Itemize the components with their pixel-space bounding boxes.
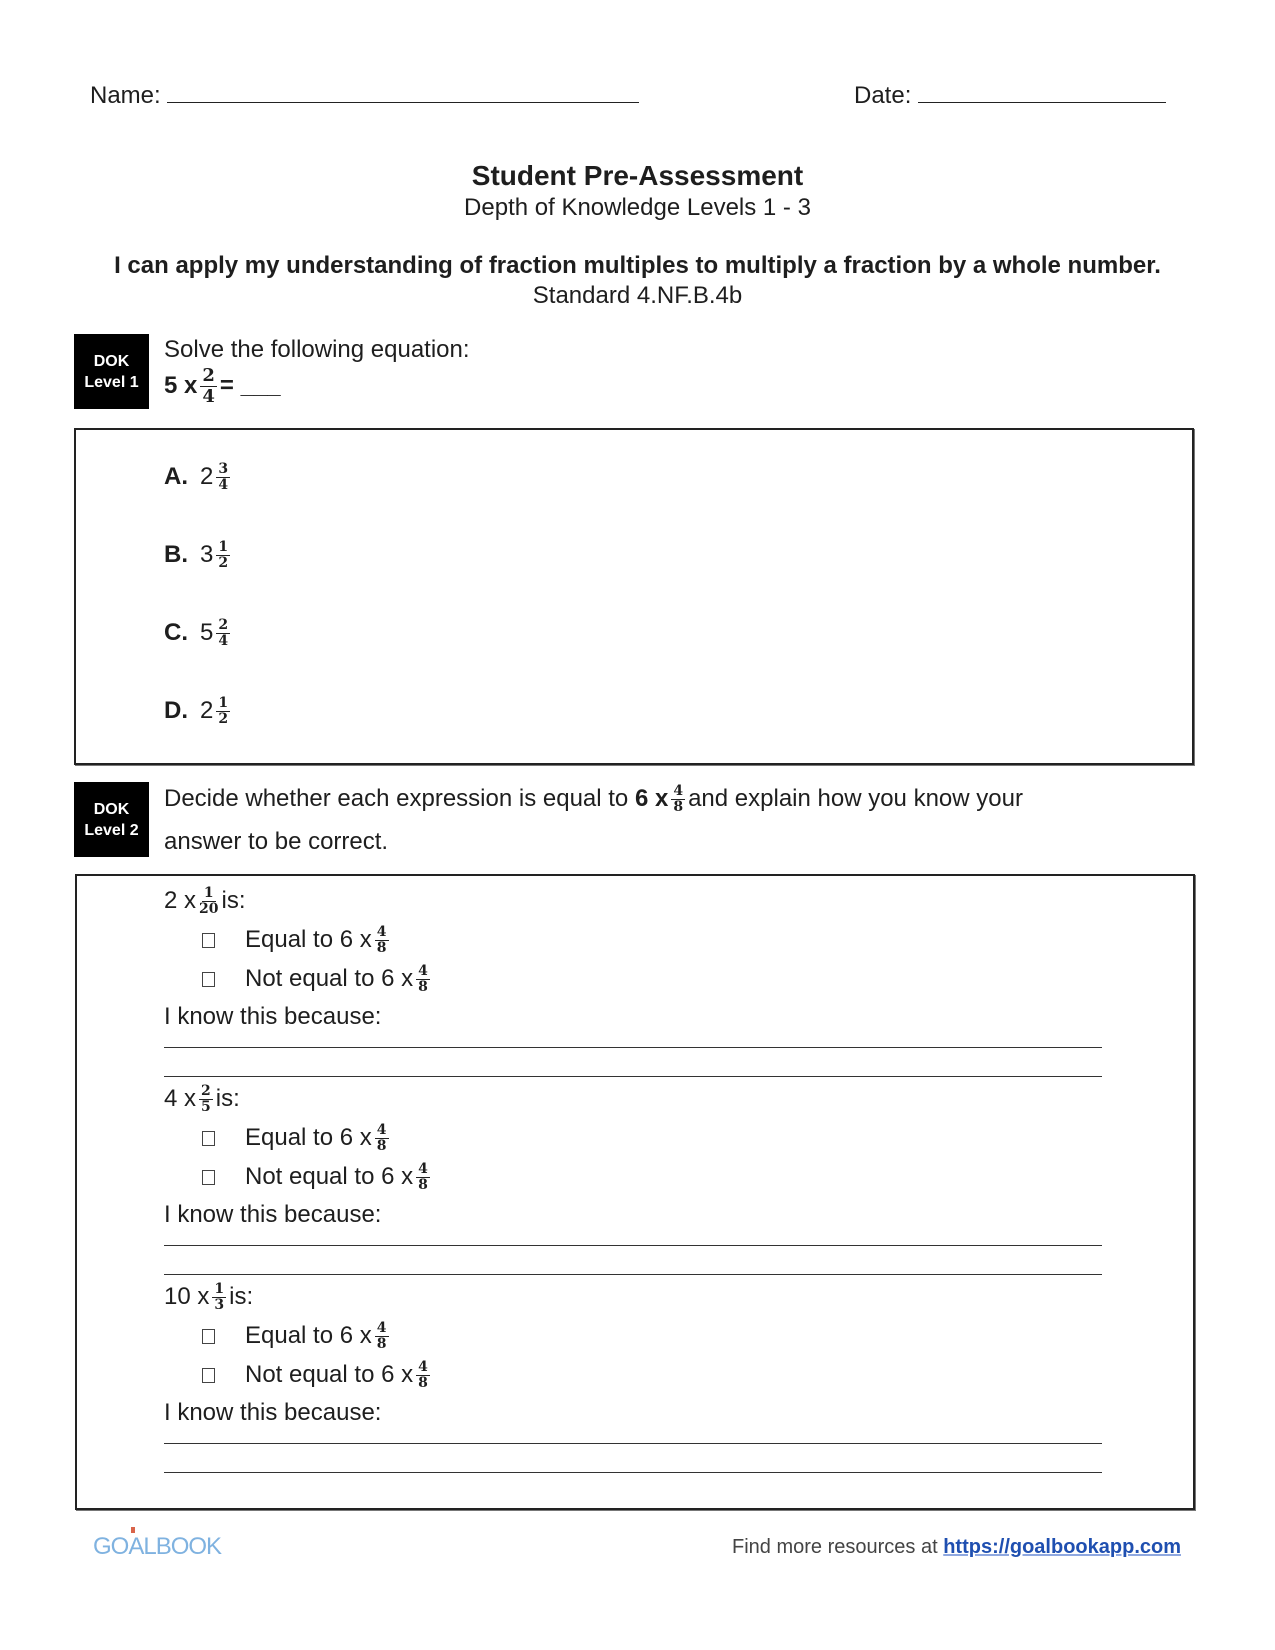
checkbox[interactable]	[202, 1131, 215, 1146]
option-b[interactable]: B. 3 $\frac{1}{2}$	[164, 539, 229, 571]
not-equal-checkbox-option[interactable]: Not equal to 6 x $\frac{4}{8}$	[202, 964, 433, 995]
checkbox[interactable]	[202, 1329, 215, 1344]
checkbox[interactable]	[202, 1170, 215, 1185]
answer-line[interactable]	[164, 1472, 1102, 1473]
q1-equation: 5 x $\frac{2}{4}$ = ___	[164, 365, 281, 407]
because-label: I know this because:	[164, 1399, 382, 1426]
equal-checkbox-option[interactable]: Equal to 6 x $\frac{4}{8}$	[202, 1123, 392, 1154]
answer-line[interactable]	[164, 1076, 1102, 1077]
checkbox[interactable]	[202, 933, 215, 948]
q1-answer-box	[74, 428, 1194, 765]
q1-prompt: Solve the following equation:	[164, 336, 470, 363]
option-c[interactable]: C. 5 $\frac{2}{4}$	[164, 617, 229, 649]
answer-line[interactable]	[164, 1443, 1102, 1444]
expression-label: 4 x $\frac{2}{5}$ is:	[164, 1083, 240, 1115]
equal-checkbox-option[interactable]: Equal to 6 x $\frac{4}{8}$	[202, 1321, 392, 1352]
equal-checkbox-option[interactable]: Equal to 6 x $\frac{4}{8}$	[202, 925, 392, 956]
goalbook-logo: GOALBOOK	[93, 1533, 222, 1560]
option-a[interactable]: A. 2 $\frac{3}{4}$	[164, 461, 229, 493]
answer-line[interactable]	[164, 1047, 1102, 1048]
footer-resources: Find more resources at https://goalbookapp.com	[732, 1536, 1181, 1558]
answer-line[interactable]	[164, 1274, 1102, 1275]
logo-flag-icon	[131, 1527, 135, 1533]
learning-objective: I can apply my understanding of fraction multiples to multiply a fraction by a whole number.	[114, 252, 1161, 279]
name-field[interactable]: Name:	[90, 82, 639, 110]
because-label: I know this because:	[164, 1201, 382, 1228]
goalbook-link[interactable]: https://goalbookapp.com	[943, 1536, 1181, 1558]
checkbox[interactable]	[202, 1368, 215, 1383]
not-equal-checkbox-option[interactable]: Not equal to 6 x $\frac{4}{8}$	[202, 1162, 433, 1193]
page-title: Student Pre-Assessment	[471, 160, 804, 191]
q2-prompt-continued: answer to be correct.	[164, 828, 389, 855]
because-label: I know this because:	[164, 1003, 382, 1030]
expression-label: 10 x $\frac{1}{3}$ is:	[164, 1281, 254, 1313]
checkbox[interactable]	[202, 972, 215, 987]
name-line[interactable]	[167, 102, 639, 103]
option-d[interactable]: D. 2 $\frac{1}{2}$	[164, 695, 229, 727]
page-subtitle: Depth of Knowledge Levels 1 - 3	[464, 194, 811, 221]
standard: Standard 4.NF.B.4b	[532, 282, 743, 309]
expression-label: 2 x $\frac{1}{20}$ is:	[164, 885, 246, 917]
date-field[interactable]: Date:	[854, 82, 1166, 110]
not-equal-checkbox-option[interactable]: Not equal to 6 x $\frac{4}{8}$	[202, 1360, 433, 1391]
q2-prompt: Decide whether each expression is equal to 6 x $\frac{4}{8}$ and explain how you know your	[164, 783, 1023, 815]
dok-level-2-badge: DOK Level 2	[74, 782, 149, 857]
dok-level-1-badge: DOK Level 1	[74, 334, 149, 409]
date-line[interactable]	[918, 102, 1166, 103]
answer-line[interactable]	[164, 1245, 1102, 1246]
